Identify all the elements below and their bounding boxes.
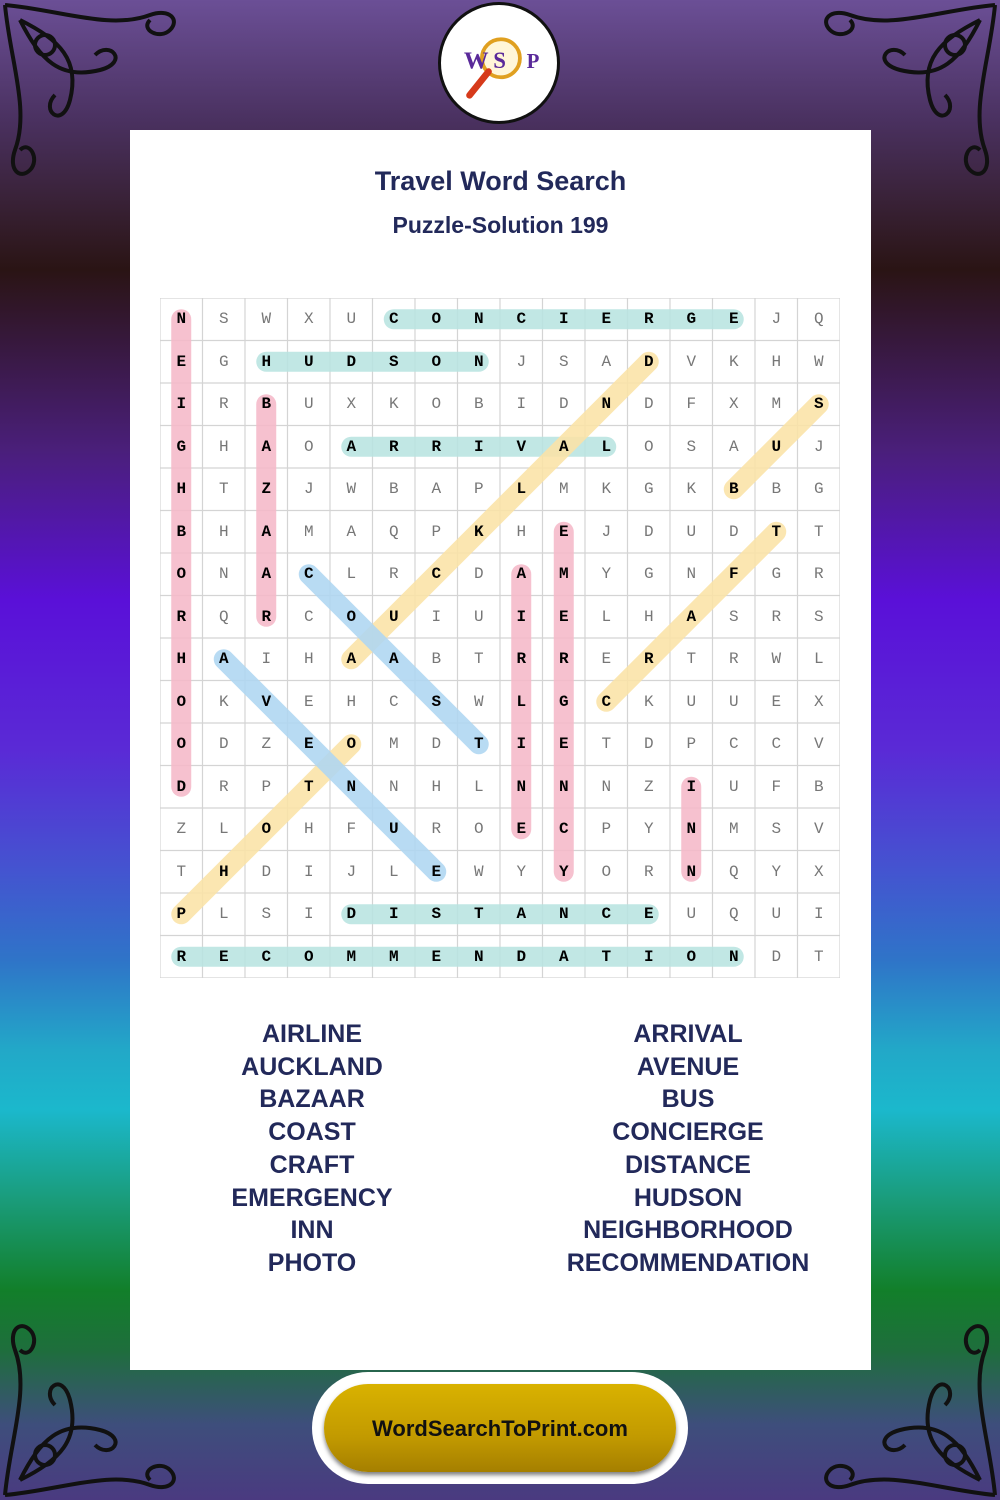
grid-cell[interactable]: R bbox=[431, 437, 442, 456]
grid-cell[interactable]: N bbox=[558, 777, 569, 796]
grid-cell[interactable]: U bbox=[728, 692, 739, 711]
grid-cell[interactable]: S bbox=[813, 607, 824, 626]
grid-cell[interactable]: Q bbox=[728, 905, 739, 923]
site-link-label: WordSearchToPrint.com bbox=[372, 1416, 628, 1441]
grid-cell[interactable]: T bbox=[473, 650, 484, 668]
grid-cell[interactable]: U bbox=[303, 352, 314, 371]
grid-cell[interactable]: A bbox=[346, 437, 357, 456]
grid-cell[interactable]: H bbox=[218, 522, 229, 541]
grid-cell[interactable]: L bbox=[601, 437, 612, 456]
grid-cell[interactable]: F bbox=[346, 820, 357, 838]
grid-cell[interactable]: S bbox=[686, 437, 697, 456]
grid-cell[interactable]: C bbox=[516, 310, 527, 328]
grid-cell[interactable]: N bbox=[686, 820, 697, 838]
grid-cell[interactable]: G bbox=[771, 565, 782, 583]
grid-cell[interactable]: G bbox=[813, 480, 824, 498]
grid-cell[interactable]: S bbox=[261, 905, 272, 923]
word-list-item: NEIGHBORHOOD bbox=[583, 1216, 793, 1245]
grid-cell[interactable]: M bbox=[388, 947, 399, 966]
word-list-item: CRAFT bbox=[269, 1150, 355, 1179]
grid-cell[interactable]: I bbox=[176, 395, 187, 413]
grid-cell[interactable]: S bbox=[388, 352, 399, 371]
grid-cell[interactable]: A bbox=[601, 352, 612, 371]
grid-cell[interactable]: L bbox=[601, 607, 612, 626]
grid-cell[interactable]: N bbox=[176, 310, 187, 328]
grid-cell[interactable]: X bbox=[813, 692, 824, 711]
magnifier-handle-icon bbox=[470, 72, 489, 96]
grid-letters bbox=[160, 298, 840, 978]
grid-cell[interactable]: J bbox=[771, 310, 782, 328]
grid-cell[interactable]: R bbox=[643, 650, 654, 668]
grid-cell[interactable]: T bbox=[218, 480, 229, 498]
grid-cell[interactable]: E bbox=[218, 947, 229, 966]
grid-cell[interactable]: Z bbox=[176, 820, 187, 838]
grid-cell[interactable]: E bbox=[431, 947, 442, 966]
grid-cell[interactable]: O bbox=[176, 565, 187, 583]
grid-cell[interactable]: H bbox=[771, 352, 782, 371]
grid-cell[interactable]: C bbox=[261, 947, 272, 966]
grid-cell[interactable]: P bbox=[431, 522, 442, 541]
grid-cell[interactable]: U bbox=[388, 607, 399, 626]
grid-cell[interactable]: O bbox=[473, 820, 484, 838]
grid-cell[interactable]: R bbox=[218, 395, 229, 413]
grid-cell[interactable]: P bbox=[473, 480, 484, 498]
grid-cell[interactable]: A bbox=[388, 650, 399, 668]
grid-cell[interactable]: G bbox=[686, 310, 697, 328]
grid-cell[interactable]: W bbox=[813, 352, 824, 371]
site-link-button[interactable] bbox=[312, 1372, 688, 1484]
grid-cell[interactable]: A bbox=[346, 650, 357, 668]
grid-cell[interactable]: I bbox=[813, 905, 824, 923]
grid-cell[interactable]: N bbox=[558, 905, 569, 923]
grid-cell[interactable]: T bbox=[813, 522, 824, 541]
grid-cell[interactable]: R bbox=[218, 777, 229, 796]
grid-cell[interactable]: B bbox=[176, 522, 187, 541]
grid-cell[interactable]: G bbox=[643, 480, 654, 498]
grid-cell[interactable]: M bbox=[771, 395, 782, 413]
grid-cell[interactable]: Y bbox=[558, 862, 569, 881]
grid-cell[interactable]: Y bbox=[771, 862, 782, 881]
grid-cell[interactable]: H bbox=[516, 522, 527, 541]
grid-cell[interactable]: O bbox=[601, 862, 612, 881]
grid-cell[interactable]: D bbox=[728, 522, 739, 541]
grid-cell[interactable]: H bbox=[431, 777, 442, 796]
grid-cell[interactable]: V bbox=[686, 352, 697, 371]
grid-cell[interactable]: A bbox=[261, 522, 272, 541]
grid-cell[interactable]: K bbox=[218, 692, 229, 711]
grid-cell[interactable]: L bbox=[813, 650, 824, 668]
grid-cell[interactable]: T bbox=[601, 947, 612, 966]
grid-cell[interactable]: Y bbox=[516, 862, 527, 881]
grid-cell[interactable]: G bbox=[643, 565, 654, 583]
grid-cell[interactable]: Y bbox=[601, 565, 612, 583]
grid-cell[interactable]: I bbox=[643, 947, 654, 966]
grid-cell[interactable]: T bbox=[303, 777, 314, 796]
grid-cell[interactable]: J bbox=[346, 862, 357, 881]
grid-cell[interactable]: D bbox=[346, 352, 357, 371]
word-list-item: AVENUE bbox=[636, 1052, 740, 1081]
grid-cell[interactable]: O bbox=[346, 735, 357, 753]
puzzle-card bbox=[130, 130, 871, 1370]
grid-cell[interactable]: H bbox=[303, 820, 314, 838]
grid-cell[interactable]: H bbox=[303, 650, 314, 668]
grid-cell[interactable]: O bbox=[431, 395, 442, 413]
grid-cell[interactable]: P bbox=[261, 777, 272, 796]
grid-cell[interactable]: W bbox=[473, 692, 484, 711]
grid-cell[interactable]: S bbox=[431, 692, 442, 711]
grid-cell[interactable]: R bbox=[388, 437, 399, 456]
grid-cell[interactable]: A bbox=[516, 905, 527, 923]
grid-cell[interactable]: N bbox=[473, 310, 484, 328]
wsp-logo[interactable] bbox=[438, 2, 560, 124]
grid-cell[interactable]: G bbox=[176, 437, 187, 456]
grid-cell[interactable]: P bbox=[686, 735, 697, 753]
word-list-left bbox=[162, 1018, 462, 1280]
word-list-item: EMERGENCY bbox=[231, 1183, 393, 1212]
grid-cell[interactable]: O bbox=[176, 735, 187, 753]
grid-cell[interactable]: E bbox=[601, 310, 612, 328]
grid-cell[interactable]: R bbox=[771, 607, 782, 626]
grid-cell[interactable]: N bbox=[728, 947, 739, 966]
word-list-item: CONCIERGE bbox=[612, 1118, 764, 1147]
word-list-item: INN bbox=[290, 1216, 334, 1245]
grid-cell[interactable]: A bbox=[686, 607, 697, 626]
grid-cell[interactable]: O bbox=[303, 947, 314, 966]
grid-cell[interactable]: S bbox=[771, 820, 782, 838]
grid-cell[interactable]: V bbox=[516, 437, 527, 456]
grid-cell[interactable]: T bbox=[176, 862, 187, 881]
grid-cell[interactable]: L bbox=[516, 692, 527, 711]
grid-cell[interactable]: U bbox=[728, 777, 739, 796]
grid-cell[interactable]: T bbox=[473, 905, 484, 923]
grid-cell[interactable]: G bbox=[218, 352, 229, 371]
grid-cell[interactable]: U bbox=[771, 437, 782, 456]
grid-cell[interactable]: E bbox=[558, 735, 569, 753]
grid-cell[interactable]: I bbox=[473, 437, 484, 456]
grid-cell[interactable]: S bbox=[813, 395, 824, 413]
grid-cell[interactable]: E bbox=[431, 862, 442, 881]
grid-cell[interactable]: U bbox=[686, 905, 697, 923]
grid-cell[interactable]: R bbox=[388, 565, 399, 583]
grid-cell[interactable]: B bbox=[771, 480, 782, 498]
grid-cell[interactable]: A bbox=[516, 565, 527, 583]
grid-cell[interactable]: I bbox=[516, 395, 527, 413]
logo-letter-w: W bbox=[463, 47, 489, 75]
grid-cell[interactable]: H bbox=[218, 862, 229, 881]
grid-cell[interactable]: Y bbox=[643, 820, 654, 838]
grid-cell[interactable]: C bbox=[728, 735, 739, 753]
grid-cell[interactable]: L bbox=[346, 565, 357, 583]
grid-cell[interactable]: M bbox=[728, 820, 739, 838]
grid-cell[interactable]: I bbox=[516, 735, 527, 753]
grid-cell[interactable]: N bbox=[473, 947, 484, 966]
grid-cell[interactable]: W bbox=[473, 862, 484, 881]
grid-cell[interactable]: D bbox=[771, 947, 782, 966]
grid-cell[interactable]: M bbox=[346, 947, 357, 966]
grid-cell[interactable]: Q bbox=[728, 862, 739, 881]
grid-cell[interactable]: R bbox=[176, 947, 187, 966]
word-list-item: PHOTO bbox=[267, 1248, 357, 1277]
grid-cell[interactable]: L bbox=[516, 480, 527, 498]
grid-cell[interactable]: H bbox=[643, 607, 654, 626]
grid-cell[interactable]: K bbox=[728, 352, 739, 371]
grid-cell[interactable]: C bbox=[771, 735, 782, 753]
grid-cell[interactable]: U bbox=[303, 395, 314, 413]
grid-cell[interactable]: H bbox=[176, 480, 187, 498]
grid-cell[interactable]: Q bbox=[388, 522, 399, 541]
grid-cell[interactable]: W bbox=[771, 650, 782, 668]
grid-cell[interactable]: K bbox=[601, 480, 612, 498]
puzzle-subtitle: Puzzle-Solution 199 bbox=[392, 212, 609, 238]
site-link-pill[interactable] bbox=[324, 1384, 676, 1472]
grid-cell[interactable]: K bbox=[473, 522, 484, 541]
grid-cell[interactable]: C bbox=[388, 692, 399, 711]
grid-cell[interactable]: O bbox=[686, 947, 697, 966]
grid-cell[interactable]: A bbox=[728, 437, 739, 456]
grid-cell[interactable]: R bbox=[728, 650, 739, 668]
grid-cell[interactable]: Q bbox=[813, 310, 824, 328]
grid-cell[interactable]: W bbox=[261, 310, 272, 328]
grid-cell[interactable]: H bbox=[346, 692, 357, 711]
grid-cell[interactable]: V bbox=[261, 692, 272, 711]
word-list-item: DISTANCE bbox=[625, 1150, 751, 1179]
grid-cell[interactable]: C bbox=[601, 692, 612, 711]
word-list-item: ARRIVAL bbox=[633, 1020, 743, 1048]
puzzle-title: Travel Word Search bbox=[374, 166, 627, 196]
grid-cell[interactable]: L bbox=[388, 862, 399, 881]
grid-cell[interactable]: E bbox=[176, 352, 187, 371]
grid-cell[interactable]: D bbox=[516, 947, 527, 966]
grid-cell[interactable]: I bbox=[431, 607, 442, 626]
grid-cell[interactable]: R bbox=[176, 607, 187, 626]
grid-cell[interactable]: X bbox=[346, 395, 357, 413]
grid-cell[interactable]: E bbox=[728, 310, 739, 328]
grid-cell[interactable]: I bbox=[686, 777, 697, 796]
grid-cell[interactable]: C bbox=[431, 565, 442, 583]
grid-cell[interactable]: S bbox=[728, 607, 739, 626]
grid-cell[interactable]: X bbox=[303, 310, 314, 328]
grid-cell[interactable]: F bbox=[728, 565, 739, 583]
grid-cell[interactable]: D bbox=[218, 735, 229, 753]
grid-cell[interactable]: R bbox=[643, 862, 654, 881]
grid-cell[interactable]: R bbox=[643, 310, 654, 328]
grid-cell[interactable]: E bbox=[516, 820, 527, 838]
word-list-item: AUCKLAND bbox=[241, 1052, 383, 1081]
grid-cell[interactable]: V bbox=[813, 820, 824, 838]
grid-cell[interactable]: U bbox=[346, 310, 357, 328]
logo-letter-s: S bbox=[493, 47, 506, 73]
word-list-item: COAST bbox=[268, 1118, 356, 1147]
grid-cell[interactable]: U bbox=[473, 607, 484, 626]
grid-cell[interactable]: U bbox=[686, 522, 697, 541]
word-list-right bbox=[538, 1018, 838, 1280]
grid-cell[interactable]: T bbox=[473, 735, 484, 753]
grid-cell[interactable]: M bbox=[558, 480, 569, 498]
grid-cell[interactable]: K bbox=[686, 480, 697, 498]
grid-cell[interactable]: M bbox=[558, 565, 569, 583]
grid-cell[interactable]: F bbox=[771, 777, 782, 796]
grid-cell[interactable]: N bbox=[218, 565, 229, 583]
grid-cell[interactable]: A bbox=[261, 437, 272, 456]
word-list-item: HUDSON bbox=[633, 1183, 743, 1212]
grid-cell[interactable]: K bbox=[388, 395, 399, 413]
grid-cell[interactable]: T bbox=[686, 650, 697, 668]
grid-cell[interactable]: L bbox=[218, 820, 229, 838]
grid-cell[interactable]: B bbox=[388, 480, 399, 498]
grid-cell[interactable]: R bbox=[261, 607, 272, 626]
grid-cell[interactable]: B bbox=[473, 395, 484, 413]
grid-cell[interactable]: A bbox=[558, 437, 569, 456]
grid-cell[interactable]: S bbox=[218, 310, 229, 328]
grid-cell[interactable]: O bbox=[431, 352, 442, 371]
grid-cell[interactable]: M bbox=[303, 522, 314, 541]
grid-cell[interactable]: B bbox=[431, 650, 442, 668]
grid-cell[interactable]: B bbox=[813, 777, 824, 796]
grid-cell[interactable]: V bbox=[813, 735, 824, 753]
grid-cell[interactable]: A bbox=[261, 565, 272, 583]
grid-cell[interactable]: W bbox=[346, 480, 357, 498]
grid-cell[interactable]: D bbox=[643, 395, 654, 413]
grid-cell[interactable]: D bbox=[643, 352, 654, 371]
grid-cell[interactable]: B bbox=[728, 480, 739, 498]
grid-cell[interactable]: A bbox=[346, 522, 357, 541]
logo-letter-p: P bbox=[526, 48, 540, 73]
grid-cell[interactable]: J bbox=[601, 522, 612, 541]
grid-cell[interactable]: J bbox=[303, 480, 314, 498]
grid-cell[interactable]: L bbox=[218, 905, 229, 923]
grid-cell[interactable]: A bbox=[558, 947, 569, 966]
grid-cell[interactable]: D bbox=[261, 862, 272, 881]
grid-cell[interactable]: I bbox=[303, 862, 314, 881]
grid-cell[interactable]: N bbox=[473, 352, 484, 371]
word-list-item: RECOMMENDATION bbox=[566, 1248, 810, 1277]
word-search-grid bbox=[160, 298, 840, 978]
grid-cell[interactable]: R bbox=[558, 650, 569, 668]
grid-cell[interactable]: P bbox=[601, 820, 612, 838]
grid-cell[interactable]: A bbox=[218, 650, 229, 668]
grid-cell[interactable]: L bbox=[473, 777, 484, 796]
grid-cell[interactable]: I bbox=[388, 905, 399, 923]
grid-cell[interactable]: N bbox=[388, 777, 399, 796]
grid-cell[interactable]: H bbox=[261, 352, 272, 371]
grid-cell[interactable]: D bbox=[643, 735, 654, 753]
grid-cell[interactable]: E bbox=[558, 522, 569, 541]
grid-cell[interactable]: T bbox=[601, 735, 612, 753]
grid-cell[interactable]: E bbox=[771, 692, 782, 711]
grid-cell[interactable]: I bbox=[516, 607, 527, 626]
grid-cell[interactable]: O bbox=[261, 820, 272, 838]
grid-cell[interactable]: N bbox=[686, 862, 697, 881]
grid-cell[interactable]: C bbox=[601, 905, 612, 923]
grid-cell[interactable]: E bbox=[643, 905, 654, 923]
grid-cell[interactable]: T bbox=[771, 522, 782, 541]
grid-cell[interactable]: D bbox=[176, 777, 187, 796]
grid-cell[interactable]: C bbox=[303, 607, 314, 626]
grid-cell[interactable]: O bbox=[176, 692, 187, 711]
grid-cell[interactable]: N bbox=[686, 565, 697, 583]
word-list-item: BAZAAR bbox=[259, 1085, 365, 1114]
grid-cell[interactable]: P bbox=[176, 905, 187, 923]
grid-cell[interactable]: U bbox=[388, 820, 399, 838]
grid-cell[interactable]: C bbox=[558, 820, 569, 838]
grid-cell[interactable]: R bbox=[516, 650, 527, 668]
grid-cell[interactable]: Z bbox=[261, 735, 272, 753]
grid-cell[interactable]: T bbox=[813, 947, 824, 966]
grid-cell[interactable]: N bbox=[516, 777, 527, 796]
grid-cell[interactable]: I bbox=[558, 310, 569, 328]
grid-cell[interactable]: R bbox=[813, 565, 824, 583]
grid-cell[interactable]: F bbox=[686, 395, 697, 413]
grid-cell[interactable]: X bbox=[813, 862, 824, 881]
grid-cell[interactable]: D bbox=[558, 395, 569, 413]
word-list-item: BUS bbox=[661, 1085, 715, 1114]
grid-cell[interactable]: D bbox=[473, 565, 484, 583]
grid-cell[interactable]: A bbox=[431, 480, 442, 498]
grid-cell[interactable]: E bbox=[601, 650, 612, 668]
grid-cell[interactable]: N bbox=[601, 777, 612, 796]
grid-cell[interactable]: D bbox=[346, 905, 357, 923]
grid-cell[interactable]: H bbox=[176, 650, 187, 668]
grid-cell[interactable]: S bbox=[431, 905, 442, 923]
grid-cell[interactable]: X bbox=[728, 395, 739, 413]
grid-cell[interactable]: Z bbox=[643, 777, 654, 796]
grid-cell[interactable]: J bbox=[813, 437, 824, 456]
grid-cell[interactable]: E bbox=[303, 735, 314, 753]
grid-cell[interactable]: O bbox=[643, 437, 654, 456]
grid-cell[interactable]: E bbox=[558, 607, 569, 626]
grid-cell[interactable]: H bbox=[218, 437, 229, 456]
grid-cell[interactable]: Z bbox=[261, 480, 272, 498]
grid-cell[interactable]: O bbox=[346, 607, 357, 626]
grid-cell[interactable]: N bbox=[601, 395, 612, 413]
grid-cell[interactable]: R bbox=[431, 820, 442, 838]
grid-cell[interactable]: G bbox=[558, 692, 569, 711]
grid-cell[interactable]: Q bbox=[218, 607, 229, 626]
grid-cell[interactable]: I bbox=[261, 650, 272, 668]
grid-cell[interactable]: M bbox=[388, 735, 399, 753]
word-list-item: AIRLINE bbox=[262, 1020, 362, 1048]
grid-cell[interactable]: C bbox=[388, 310, 399, 328]
grid-cell[interactable]: U bbox=[686, 692, 697, 711]
grid-cell[interactable]: U bbox=[771, 905, 782, 923]
grid-cell[interactable]: I bbox=[303, 905, 314, 923]
grid-cell[interactable]: S bbox=[558, 352, 569, 371]
grid-cell[interactable]: O bbox=[431, 310, 442, 328]
grid-cell[interactable]: D bbox=[643, 522, 654, 541]
grid-cell[interactable]: C bbox=[303, 565, 314, 583]
grid-cell[interactable]: O bbox=[303, 437, 314, 456]
grid-cell[interactable]: J bbox=[516, 352, 527, 371]
grid-cell[interactable]: D bbox=[431, 735, 442, 753]
grid-cell[interactable]: N bbox=[346, 777, 357, 796]
grid-cell[interactable]: E bbox=[303, 692, 314, 711]
grid-cell[interactable]: B bbox=[261, 395, 272, 413]
grid-cell[interactable]: K bbox=[643, 692, 654, 711]
